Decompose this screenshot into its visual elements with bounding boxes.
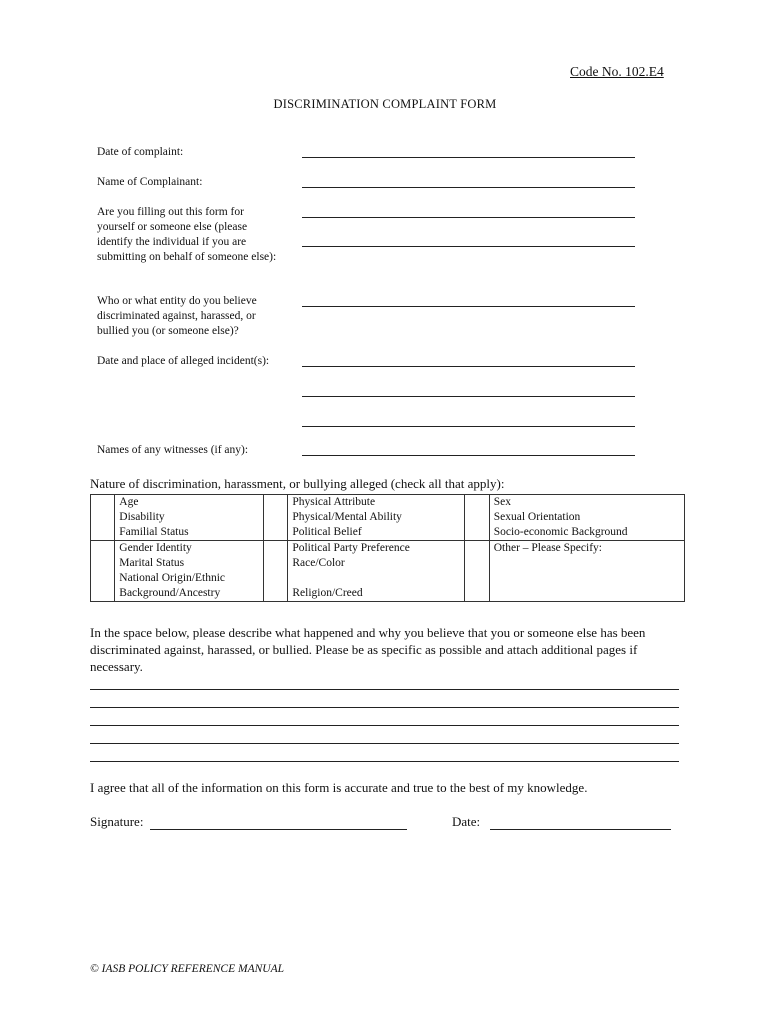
agreement-statement: I agree that all of the information on this form is accurate and true to the best of my knowledge.	[90, 780, 588, 795]
list-item: Sex Sexual Orientation Socio-economic Background	[489, 495, 684, 541]
checkbox-group-4[interactable]	[91, 541, 115, 602]
witnesses-label: Names of any witnesses (if any):	[97, 444, 249, 456]
list-item: Other – Please Specify:	[489, 541, 684, 602]
footer-copyright: © IASB POLICY REFERENCE MANUAL	[90, 963, 285, 975]
date-place-label: Date and place of alleged incident(s):	[97, 355, 270, 367]
name-of-complainant-line[interactable]	[302, 187, 635, 188]
form-title: DISCRIMINATION COMPLAINT FORM	[273, 97, 497, 111]
nature-checklist-table	[90, 494, 685, 602]
filling-for-label: Are you filling out this form for yourself or someone else (please identify the individual if you are submitting on behalf of someone else):	[97, 206, 277, 263]
description-line-2[interactable]	[90, 707, 679, 708]
date-place-line-2[interactable]	[302, 396, 635, 397]
date-label: Date:	[452, 814, 481, 829]
checkbox-group-3[interactable]	[465, 495, 489, 541]
witnesses-line[interactable]	[302, 455, 635, 456]
list-item: Gender Identity Marital Status National Origin/Ethnic Background/Ancestry	[115, 541, 264, 602]
description-line-5[interactable]	[90, 761, 679, 762]
list-item: Physical Attribute Physical/Mental Ability Political Belief	[288, 495, 465, 541]
list-item: Age Disability Familial Status	[115, 495, 264, 541]
signature-label: Signature:	[90, 814, 144, 829]
who-discriminated-label: Who or what entity do you believe discriminated against, harassed, or bullied you (or someone else)?	[97, 295, 257, 337]
list-item: Political Party Preference Race/Color Religion/Creed	[288, 541, 465, 602]
who-discriminated-line[interactable]	[302, 306, 635, 307]
date-place-line-1[interactable]	[302, 366, 635, 367]
description-prompt: In the space below, please describe what happened and why you believe that you or someone else has been discriminated against, harassed, or bullied. Please be as specific as possible and attach additional pages if necessary.	[90, 625, 646, 674]
date-place-line-3[interactable]	[302, 426, 635, 427]
description-line-3[interactable]	[90, 725, 679, 726]
checkbox-group-1[interactable]	[91, 495, 115, 541]
checkbox-group-6[interactable]	[465, 541, 489, 602]
checkbox-group-2[interactable]	[264, 495, 288, 541]
checkbox-group-5[interactable]	[264, 541, 288, 602]
nature-heading: Nature of discrimination, harassment, or bullying alleged (check all that apply):	[90, 476, 505, 491]
code-number: Code No. 102.E4	[570, 64, 664, 79]
description-line-4[interactable]	[90, 743, 679, 744]
date-line[interactable]	[490, 829, 671, 830]
date-of-complaint-line[interactable]	[302, 157, 635, 158]
filling-for-line-1[interactable]	[302, 217, 635, 218]
date-of-complaint-label: Date of complaint:	[97, 146, 184, 158]
description-line-1[interactable]	[90, 689, 679, 690]
name-of-complainant-label: Name of Complainant:	[97, 176, 203, 188]
filling-for-line-2[interactable]	[302, 246, 635, 247]
signature-line[interactable]	[150, 829, 407, 830]
